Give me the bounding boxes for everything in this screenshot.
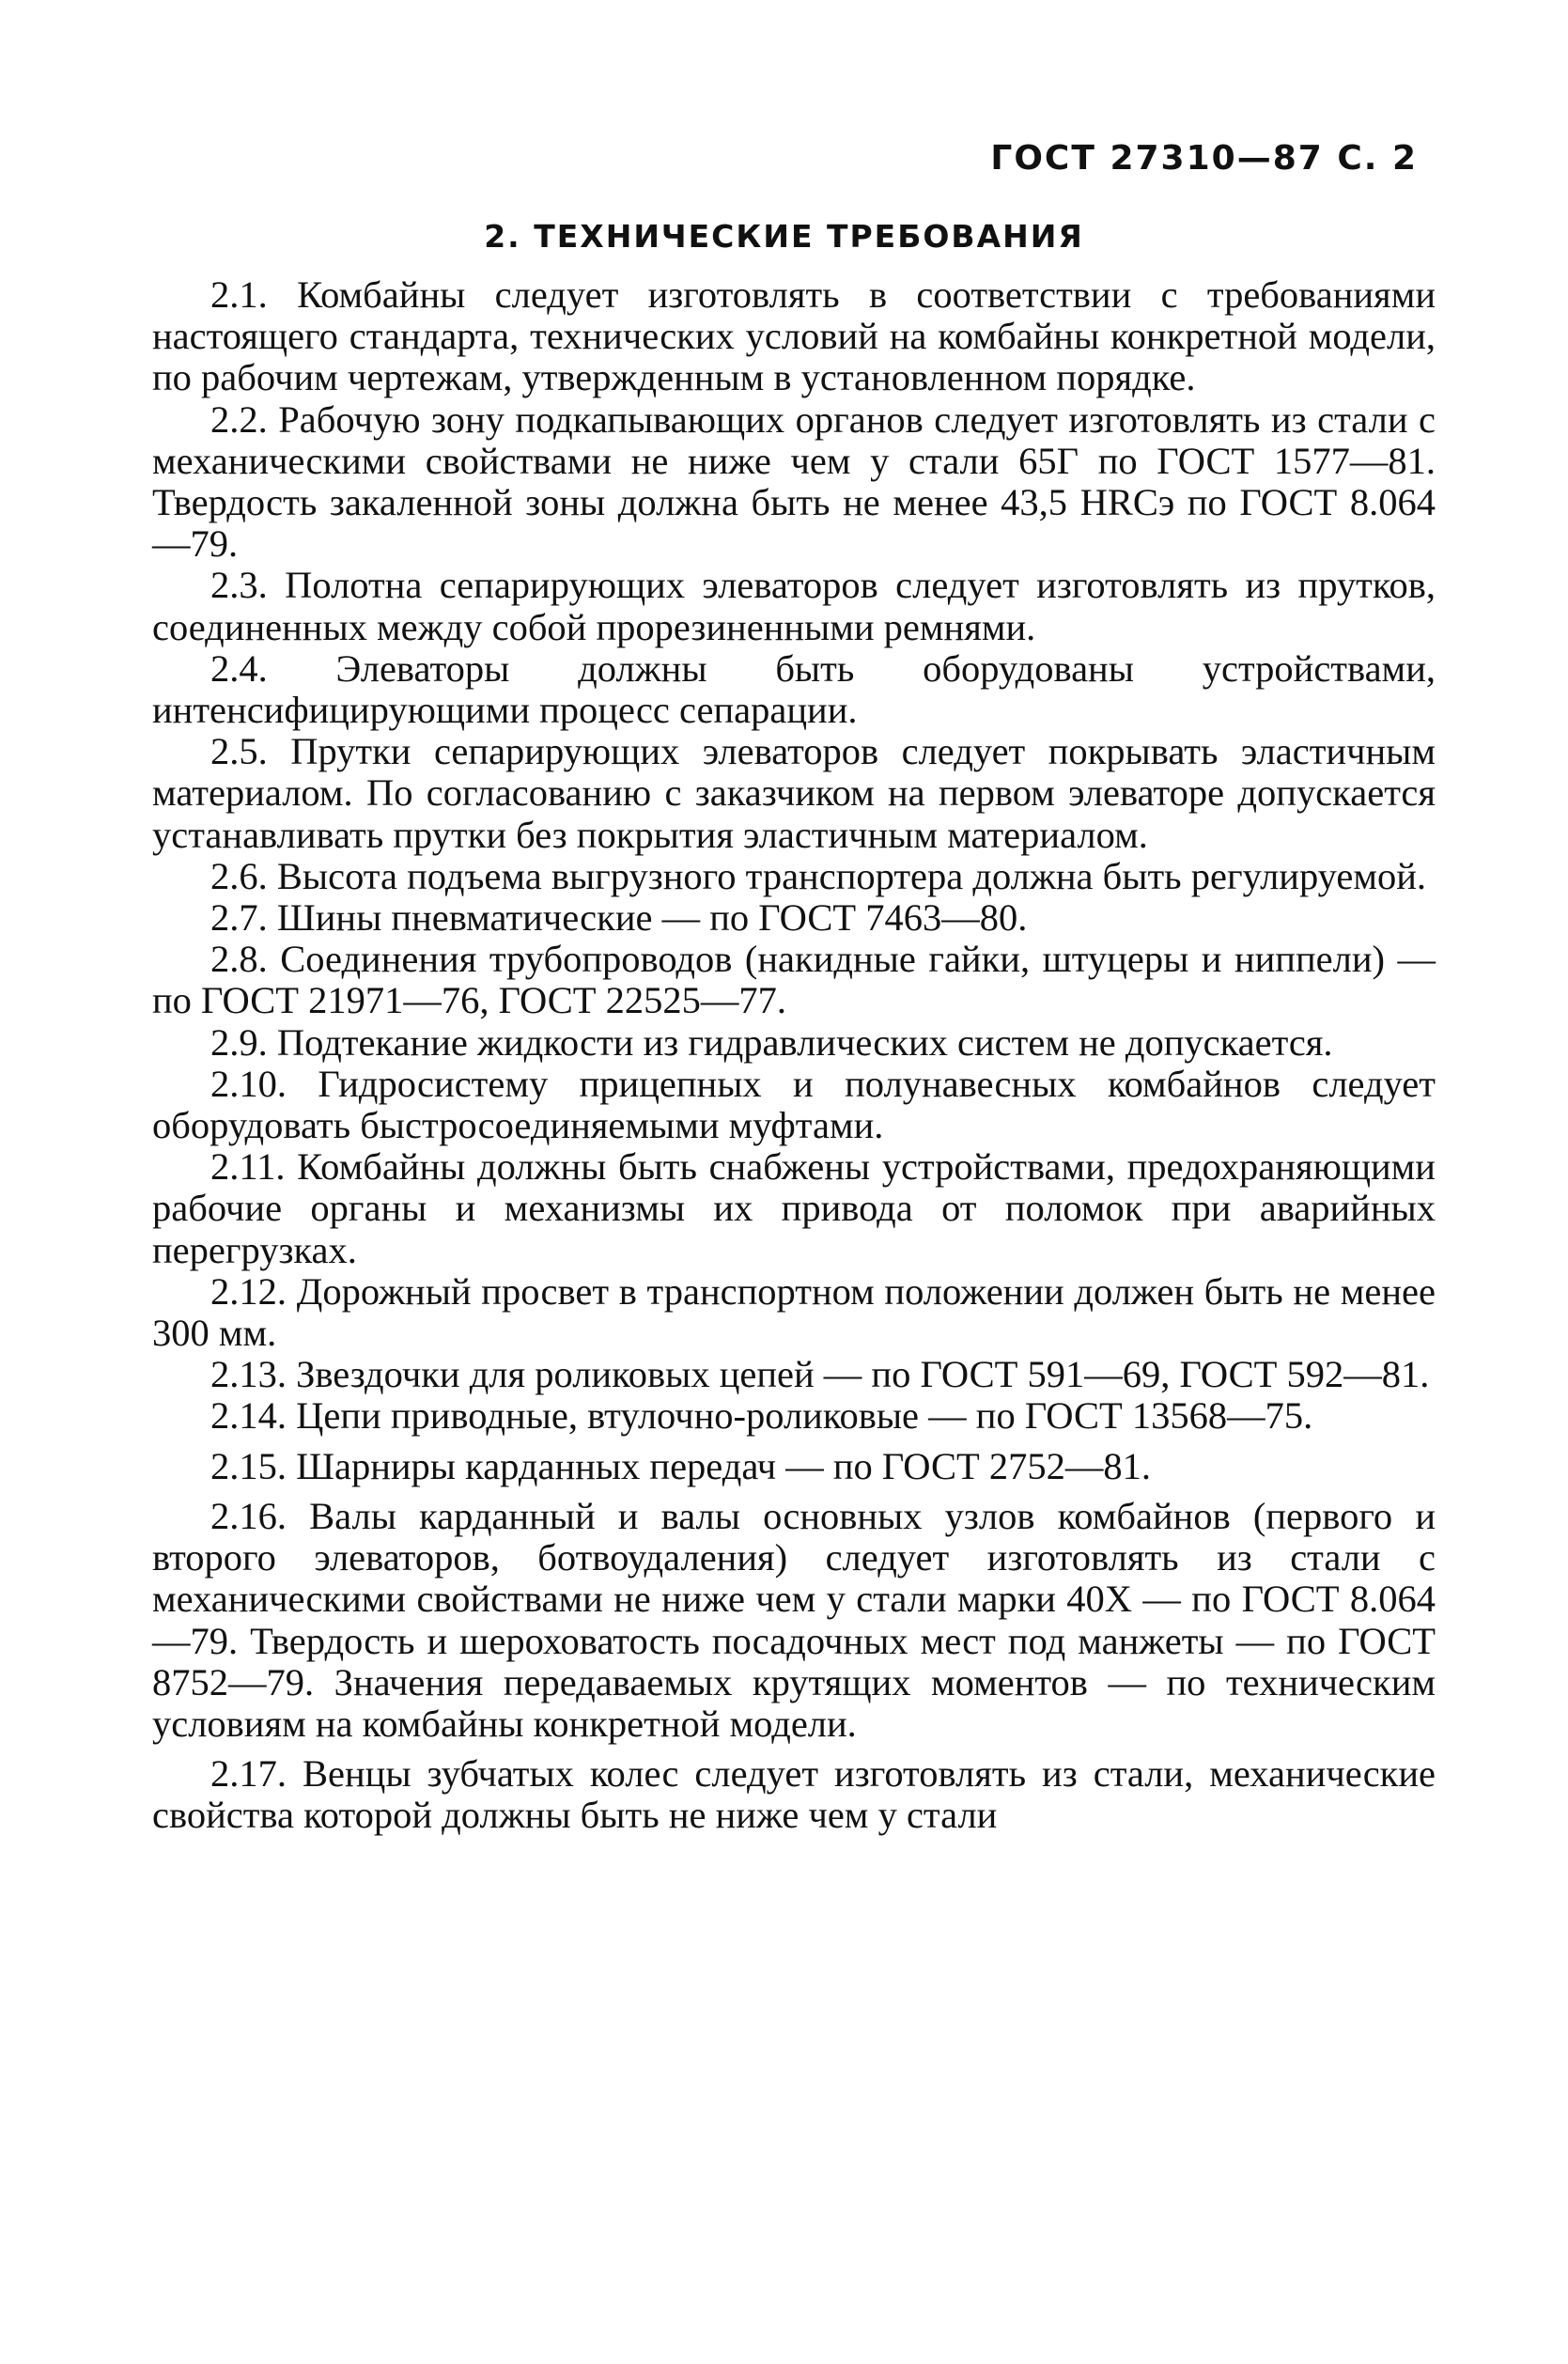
paragraph-2-9: 2.9. Подтекание жидкости из гидравлических систем не допускается. [210, 1020, 1333, 1064]
paragraph-2-4: 2.4. Элеваторы должны быть оборудованы устройствами, интенсифицирующими процесс сепарации. [152, 646, 1436, 732]
paragraph-2-5: 2.5. Прутки сепарирующих элеваторов следует покрывать эластичным материалом. По согласованию с заказчиком на первом элеваторе допускается устанавливать прутки без покрытия эластичным материалом. [152, 730, 1436, 856]
paragraph-2-2: 2.2. Рабочую зону подкапывающих органов следует изготовлять из стали с механическими свойствами не ниже чем у стали 65Г по ГОСТ 1577—81. Твердость закаленной зоны должна быть не менее 43,5 HRCэ по ГОСТ 8.064—79. [152, 397, 1436, 566]
paragraph-2-14: 2.14. Цепи приводные, втулочно-роликовые — по ГОСТ 13568—75. [210, 1394, 1313, 1438]
paragraph-2-17: 2.17. Венцы зубчатых колес следует изготовлять из стали, механические свойства которой должны быть не ниже чем у стали [152, 1752, 1436, 1837]
section-title: 2. ТЕХНИЧЕСКИЕ ТРЕБОВАНИЯ [484, 218, 1084, 255]
paragraph-2-1: 2.1. Комбайны следует изготовлять в соответствии с требованиями настоящего стандарта, технических условий на комбайны конкретной модели, по рабочим чертежам, утвержденным в установленном порядке. [152, 273, 1436, 399]
paragraph-2-12: 2.12. Дорожный просвет в транспортном положении должен быть не менее 300 мм. [152, 1269, 1436, 1355]
paragraph-2-3: 2.3. Полотна сепарирующих элеваторов следует изготовлять из прутков, соединенных между собой прорезиненными ремнями. [152, 564, 1436, 648]
document-body [152, 274, 1436, 1837]
paragraph-2-10: 2.10. Гидросистему прицепных и полунавесных комбайнов следует оборудовать быстросоединяемыми муфтами. [152, 1062, 1436, 1147]
paragraph-2-13: 2.13. Звездочки для роликовых цепей — по ГОСТ 591—69, ГОСТ 592—81. [210, 1353, 1430, 1396]
paragraph-2-11: 2.11. Комбайны должны быть снабжены устройствами, предохраняющими рабочие органы и механизмы их привода от поломок при аварийных перегрузках. [152, 1145, 1436, 1271]
paragraph-2-8: 2.8. Соединения трубопроводов (накидные гайки, штуцеры и ниппели) — по ГОСТ 21971—76, ГОСТ 22525—77. [152, 938, 1436, 1022]
paragraph-2-7: 2.7. Шины пневматические — по ГОСТ 7463—80. [210, 896, 1028, 940]
paragraph-2-6: 2.6. Высота подъема выгрузного транспортера должна быть регулируемой. [210, 854, 1427, 897]
paragraph-2-16: 2.16. Валы карданный и валы основных узлов комбайнов (первого и второго элеваторов, ботвоудаления) следует изготовлять из стали с механическими свойствами не ниже чем у стали марки 40Х — по ГОСТ 8.064—79. Твердость и шероховатость посадочных мест под манжеты — по ГОСТ 8752—79. Значения передаваемых крутящих моментов — по техническим условиям на комбайны конкретной модели. [152, 1494, 1436, 1745]
paragraph-2-15: 2.15. Шарниры карданных передач — по ГОСТ 2752—81. [210, 1444, 1152, 1487]
page-header-standard: ГОСТ 27310—87 С. 2 [990, 139, 1418, 178]
